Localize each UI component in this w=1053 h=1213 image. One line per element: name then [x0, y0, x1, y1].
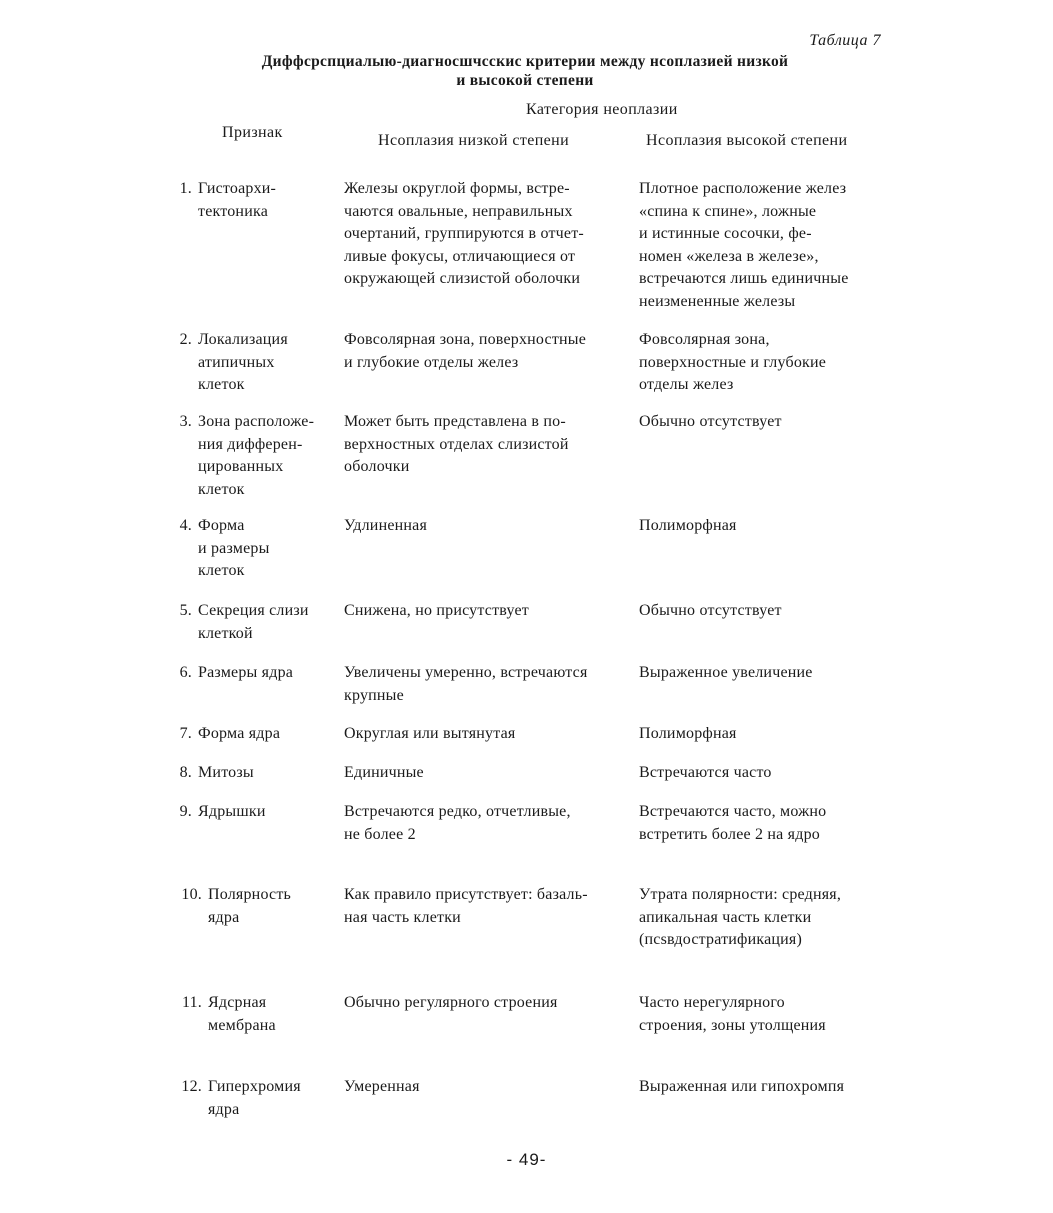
row-high-grade: [639, 329, 884, 397]
row-criterion: [208, 884, 348, 929]
row-low-grade-line: Может быть представлена в по-: [344, 413, 566, 430]
row-criterion: [198, 662, 338, 685]
row-high-grade-line: поверхностные и глубокие: [639, 353, 827, 371]
row-number: 11.: [181, 994, 202, 1011]
row-high-grade-line: Фовсолярная зона,: [639, 331, 770, 348]
row-high-grade-line: номен «железа в железе»,: [639, 247, 819, 265]
row-low-grade-line: и глубокие отделы желез: [344, 353, 519, 371]
row-high-grade-line: встретить более 2 на ядро: [639, 825, 820, 843]
row-number: 6.: [179, 664, 192, 681]
row-criterion-line: клеток: [198, 562, 245, 579]
row-criterion: [198, 515, 338, 583]
row-high-grade-line: и истинные сосочки, фе-: [639, 225, 812, 242]
table-label: Таблица 7: [809, 32, 881, 49]
row-high-grade: [639, 515, 884, 538]
row-criterion-line: Митозы: [198, 764, 254, 781]
table-title: [180, 52, 870, 90]
row-number: 12.: [181, 1078, 202, 1095]
row-low-grade-line: чаются овальные, неправильных: [344, 202, 573, 220]
row-low-grade-line: Обычно регулярного строения: [344, 994, 558, 1011]
row-low-grade-line: не более 2: [344, 825, 416, 843]
row-low-grade-line: очертаний, группируются в отчет-: [344, 225, 584, 242]
row-high-grade-line: неизмененные железы: [639, 292, 796, 310]
row-criterion-line: атипичных: [198, 353, 275, 371]
row-high-grade: [639, 762, 884, 785]
row-low-grade-line: Увеличены умеренно, встречаются: [344, 664, 588, 681]
table-title-line: Диффсрспциалыю-диагносшчсскис критерии между нсоплазией низкой: [261, 53, 789, 70]
row-criterion-line: клеткой: [198, 624, 253, 642]
row-high-grade-line: Часто нерегулярного: [639, 994, 785, 1011]
row-criterion-line: Ядрышки: [198, 803, 266, 820]
row-low-grade-line: Как правило присутствует: базаль-: [344, 886, 588, 903]
row-low-grade-line: Железы округлой формы, встре-: [344, 180, 570, 197]
row-low-grade: [344, 411, 629, 479]
row-number: 9.: [179, 803, 192, 820]
row-high-grade: [639, 1076, 884, 1099]
row-criterion: [198, 411, 338, 501]
row-criterion-line: ядра: [208, 1100, 240, 1118]
row-criterion-line: мембрана: [208, 1016, 276, 1034]
row-criterion: [198, 329, 338, 397]
row-low-grade-line: Встречаются редко, отчетливые,: [344, 803, 571, 820]
row-high-grade: [639, 600, 884, 623]
row-number: 7.: [179, 725, 192, 742]
row-criterion-line: и размеры: [198, 539, 270, 557]
row-high-grade: [639, 178, 884, 313]
row-low-grade: [344, 992, 629, 1015]
row-high-grade-line: встречаются лишь единичные: [639, 270, 849, 287]
row-low-grade: [344, 329, 629, 374]
row-high-grade: [639, 723, 884, 746]
row-high-grade-line: Плотное расположение желез: [639, 180, 847, 197]
row-low-grade: [344, 801, 629, 846]
row-low-grade-line: оболочки: [344, 458, 410, 475]
row-high-grade-line: Обычно отсутствует: [639, 602, 782, 619]
row-criterion-line: клеток: [198, 376, 245, 393]
row-low-grade-line: Умеренная: [344, 1078, 420, 1095]
row-criterion-line: Секреция слизи: [198, 602, 309, 619]
row-low-grade-line: ная часть клетки: [344, 908, 461, 926]
row-number: 10.: [181, 886, 202, 903]
header-low-grade: Нсоплазия низкой степени: [378, 132, 570, 149]
row-low-grade: [344, 662, 629, 707]
row-criterion-line: Форма ядра: [198, 725, 281, 742]
row-high-grade: [639, 884, 884, 952]
row-high-grade-line: Выраженная или гипохромпя: [639, 1078, 845, 1095]
row-high-grade-line: Выраженное увеличение: [639, 664, 813, 681]
row-low-grade-line: Округлая или вытянутая: [344, 725, 516, 742]
row-criterion: [208, 992, 348, 1037]
row-number: 1.: [179, 180, 192, 197]
row-low-grade: [344, 723, 629, 746]
row-low-grade: [344, 178, 629, 291]
row-number: 2.: [179, 331, 192, 348]
row-low-grade: [344, 762, 629, 785]
row-low-grade: [344, 515, 629, 538]
table-title-line: и высокой степени: [456, 72, 594, 89]
row-high-grade-line: Встречаются часто: [639, 764, 772, 781]
row-high-grade: [639, 801, 884, 846]
header-category: Категория неоплазии: [526, 101, 678, 118]
row-high-grade: [639, 992, 884, 1037]
row-high-grade: [639, 411, 884, 434]
row-criterion: [198, 178, 338, 223]
row-low-grade: [344, 1076, 629, 1099]
row-high-grade-line: Обычно отсутствует: [639, 413, 782, 430]
row-criterion-line: Полярность: [208, 886, 292, 903]
row-number: 3.: [179, 413, 192, 430]
row-high-grade-line: Полиморфная: [639, 517, 737, 534]
row-criterion-line: Зона расположе-: [198, 413, 315, 430]
row-high-grade-line: Полиморфная: [639, 725, 737, 742]
row-criterion: [198, 801, 338, 824]
header-criterion: Признак: [222, 124, 283, 141]
row-criterion-line: ядра: [208, 908, 240, 926]
row-criterion-line: ния дифферен-: [198, 435, 303, 453]
row-low-grade-line: Удлиненная: [344, 517, 428, 534]
row-low-grade-line: Фовсолярная зона, поверхностные: [344, 331, 587, 348]
row-high-grade: [639, 662, 884, 685]
row-high-grade-line: (псsвдостратификация): [639, 931, 803, 948]
row-criterion-line: Гиперхромия: [208, 1078, 301, 1095]
row-criterion: [198, 762, 338, 785]
row-low-grade-line: крупные: [344, 686, 404, 704]
row-criterion: [198, 723, 338, 746]
row-criterion-line: Ядсрная: [208, 994, 267, 1011]
row-low-grade-line: Единичные: [344, 764, 424, 781]
row-low-grade-line: верхностных отделах слизистой: [344, 435, 569, 453]
row-criterion-line: Гистоархи-: [198, 180, 277, 197]
row-criterion-line: цированных: [198, 458, 284, 475]
row-high-grade-line: строения, зоны утолщения: [639, 1016, 826, 1034]
row-low-grade: [344, 884, 629, 929]
row-high-grade-line: отделы желез: [639, 376, 734, 393]
header-high-grade: Нсоплазия высокой степени: [646, 132, 848, 149]
row-number: 8.: [179, 764, 192, 781]
row-number: 5.: [179, 602, 192, 619]
row-criterion-line: тектоника: [198, 202, 268, 220]
row-low-grade-line: Снижена, но присутствует: [344, 602, 529, 619]
row-criterion-line: Размеры ядра: [198, 664, 294, 681]
row-criterion: [198, 600, 338, 645]
row-low-grade: [344, 600, 629, 623]
row-low-grade-line: окружающей слизистой оболочки: [344, 270, 581, 287]
row-number: 4.: [179, 517, 192, 534]
row-criterion-line: клеток: [198, 480, 245, 498]
row-criterion: [208, 1076, 348, 1121]
row-low-grade-line: ливые фокусы, отличающиеся от: [344, 247, 576, 265]
row-high-grade-line: Встречаются часто, можно: [639, 803, 827, 820]
row-high-grade-line: апикальная часть клетки: [639, 908, 812, 926]
row-high-grade-line: «спина к спине», ложные: [639, 202, 817, 220]
row-criterion-line: Форма: [198, 517, 245, 534]
row-criterion-line: Локализация: [198, 331, 288, 348]
page-number: - 49-: [506, 1150, 547, 1169]
row-high-grade-line: Утрата полярности: средняя,: [639, 886, 842, 903]
